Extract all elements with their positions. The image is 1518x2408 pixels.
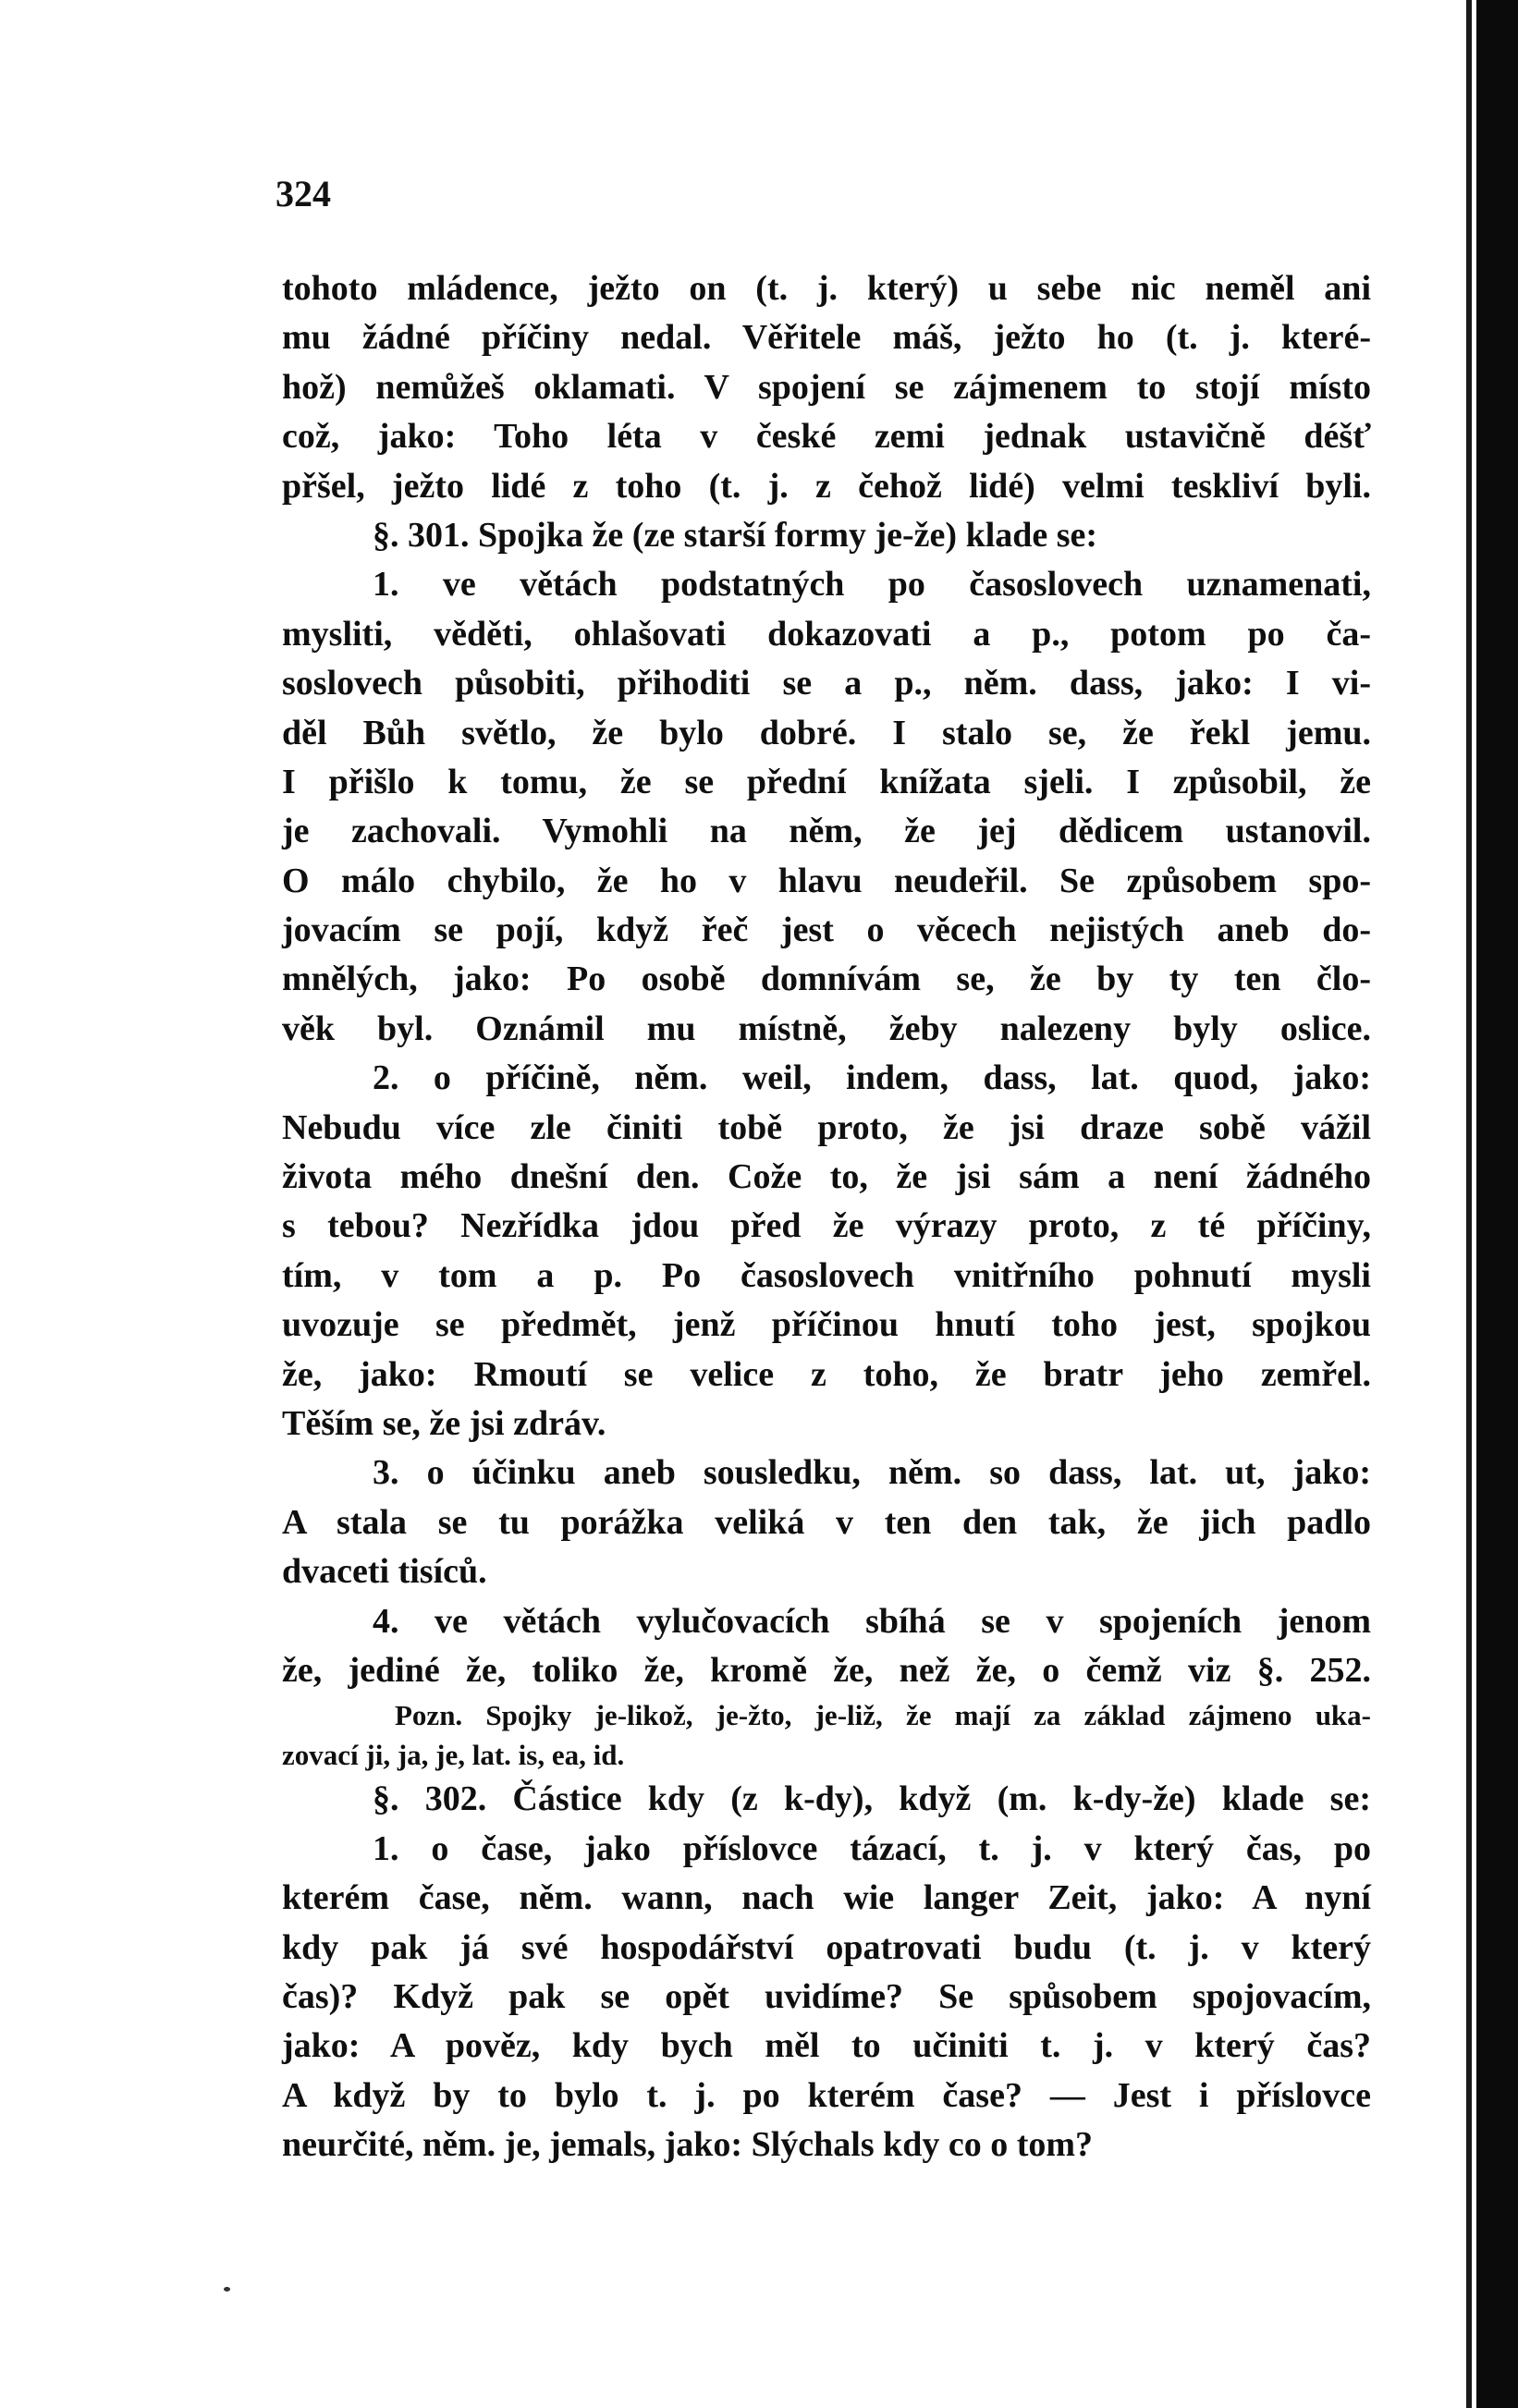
footnote-line: Pozn. Spojky je-likož, je-žto, je-liž, že mají za základ zájmeno uka-: [395, 1699, 1371, 1732]
footnote-line: zovací ji, ja, je, lat. is, ea, id.: [282, 1739, 625, 1772]
text-line: věk byl. Oznámil mu místně, žeby nalezeny byly oslice.: [282, 1008, 1371, 1048]
text-line: je zachovali. Vymohli na něm, že jej dědicem ustanovil.: [282, 812, 1371, 851]
page-number: 324: [275, 173, 331, 214]
scan-border: [1476, 0, 1518, 2408]
text-line: jovacím se pojí, když řeč jest o věcech nejistých aneb do-: [282, 911, 1371, 950]
text-line: kterém čase, něm. wann, nach wie langer Zeit, jako: A nyní: [282, 1878, 1371, 1918]
text-line: s tebou? Nezřídka jdou před že výrazy proto, z té příčiny,: [282, 1206, 1371, 1246]
text-line: mysliti, věděti, ohlašovati dokazovati a p., potom po ča-: [282, 614, 1371, 654]
text-line: 1. ve větách podstatných po časoslovech uznamenati,: [373, 565, 1371, 605]
scan-speck: [224, 2287, 230, 2292]
section-heading-301: §. 301. Spojka že (ze starší formy je-že) klade se:: [373, 515, 1098, 555]
page-edge-shadow: [1466, 0, 1472, 2408]
text-line: Nebudu více zle činiti tobě proto, že jsi draze sobě vážil: [282, 1107, 1371, 1147]
text-line: že, jako: Rmoutí se velice z toho, že bratr jeho zemřel.: [282, 1354, 1371, 1394]
text-line: 2. o příčině, něm. weil, indem, dass, lat. quod, jako:: [373, 1058, 1371, 1098]
text-line: A když by to bylo t. j. po kterém čase? — Jest i příslovce: [282, 2075, 1371, 2115]
text-line: tím, v tom a p. Po časoslovech vnitřního pohnutí mysli: [282, 1255, 1371, 1295]
text-line: Těším se, že jsi zdráv.: [282, 1403, 606, 1443]
text-line: života mého dnešní den. Cože to, že jsi sám a není žádného: [282, 1157, 1371, 1197]
text-line: mnělých, jako: Po osobě domnívám se, že by ty ten člo-: [282, 960, 1371, 999]
text-line: 1. o čase, jako příslovce tázací, t. j. v který čas, po: [373, 1828, 1371, 1868]
text-line: tohoto mládence, ježto on (t. j. který) u sebe nic neměl ani: [282, 269, 1371, 308]
text-line: jako: A pověz, kdy bych měl to učiniti t. j. v který čas?: [282, 2026, 1371, 2066]
text-line: O málo chybilo, že ho v hlavu neudeřil. Se způsobem spo-: [282, 861, 1371, 900]
text-line: přšel, ježto lidé z toho (t. j. z čehož lidé) velmi teskliví byli.: [282, 466, 1371, 506]
text-line: neurčité, něm. je, jemals, jako: Slýchals kdy co o tom?: [282, 2125, 1094, 2165]
text-line: kdy pak já své hospodářství opatrovati budu (t. j. v který: [282, 1927, 1371, 1967]
text-line: dvaceti tisíců.: [282, 1552, 487, 1592]
text-line: děl Bůh světlo, že bylo dobré. I stalo se, že řekl jemu.: [282, 713, 1371, 752]
body-text: [282, 264, 1371, 2170]
text-line: 4. ve větách vylučovacích sbíhá se v spojeních jenom: [373, 1601, 1371, 1641]
text-line: I přišlo k tomu, že se přední knížata sjeli. I způsobil, že: [282, 762, 1371, 801]
text-line: čas)? Když pak se opět uvidíme? Se spůsobem spojovacím,: [282, 1976, 1371, 2016]
text-line: uvozuje se předmět, jenž příčinou hnutí toho jest, spojkou: [282, 1305, 1371, 1345]
text-line: hož) nemůžeš oklamati. V spojení se zájmenem to stojí místo: [282, 367, 1371, 407]
text-line: že, jediné že, toliko že, kromě že, než že, o čemž viz §. 252.: [282, 1650, 1371, 1690]
text-line: soslovech působiti, přihoditi se a p., něm. dass, jako: I vi-: [282, 664, 1371, 703]
text-line: 3. o účinku aneb sousledku, něm. so dass, lat. ut, jako:: [373, 1453, 1371, 1493]
section-heading-302: §. 302. Částice kdy (z k-dy), když (m. k-dy-že) klade se:: [373, 1779, 1371, 1819]
text-line: což, jako: Toho léta v české zemi jednak ustavičně déšť: [282, 417, 1371, 457]
text-line: mu žádné příčiny nedal. Věřitele máš, ježto ho (t. j. které-: [282, 318, 1371, 358]
text-line: A stala se tu porážka veliká v ten den tak, že jich padlo: [282, 1502, 1371, 1542]
